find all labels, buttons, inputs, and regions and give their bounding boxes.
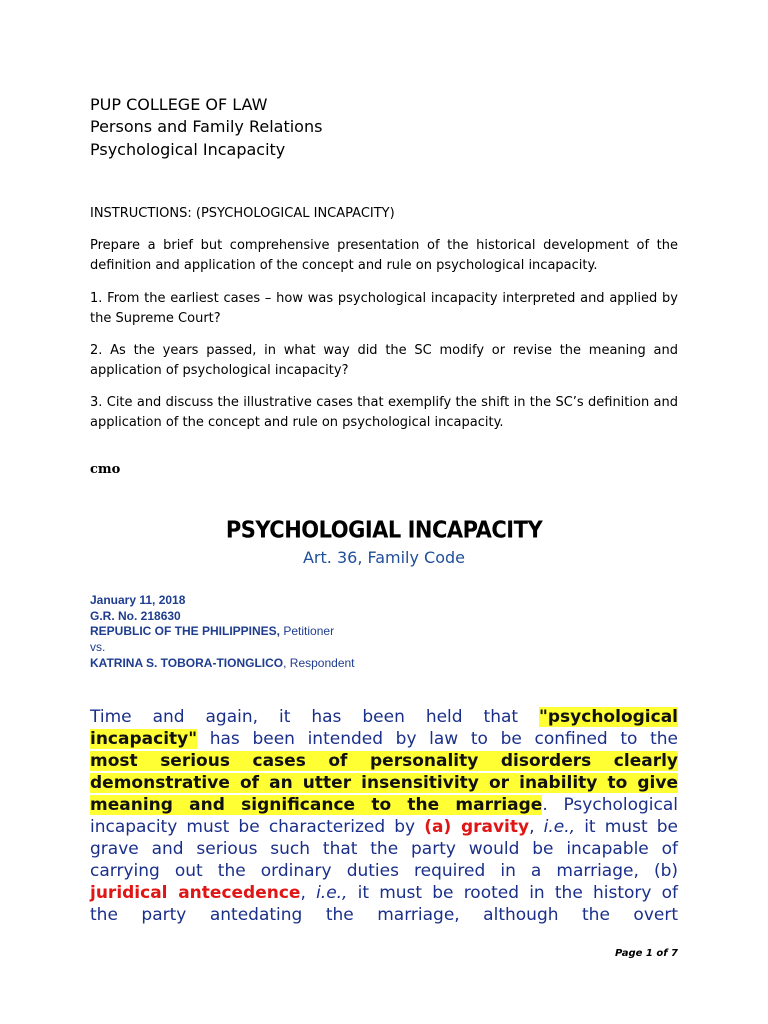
text-run: Time and again, it has been held that <box>90 707 540 727</box>
text-run: , <box>529 817 544 837</box>
question-2: 2. As the years passed, in what way did the SC modify or revise the meaning and application of psychological incapacity? <box>90 343 678 378</box>
case-petitioner <box>90 623 334 639</box>
ruling-line <box>90 772 678 794</box>
author-initials: cmo <box>90 462 121 477</box>
italic-text: i.e., <box>316 883 348 903</box>
question-1: 1. From the earliest cases – how was psychological incapacity interpreted and applied by the Supreme Court? <box>90 291 678 326</box>
case-date: January 11, 2018 <box>90 593 186 607</box>
case-respondent <box>90 655 355 671</box>
ruling-line <box>90 816 678 838</box>
text-run: grave and serious such that the party would be incapable of <box>90 839 678 859</box>
ruling-line <box>90 838 678 860</box>
ruling-paragraph <box>90 706 678 926</box>
highlighted-text: meaning and significance to the marriage <box>90 795 543 815</box>
respondent-role: , Respondent <box>283 656 355 670</box>
instructions-heading: INSTRUCTIONS: (PSYCHOLOGICAL INCAPACITY) <box>90 206 395 221</box>
case-gr-number: G.R. No. 218630 <box>90 609 181 623</box>
italic-text: i.e., <box>543 817 576 837</box>
text-run: carrying out the ordinary duties required in a marriage, (b) <box>90 861 678 881</box>
section-title: PSYCHOLOGIAL INCAPACITY <box>225 517 543 543</box>
text-run: . Psychological <box>542 795 679 815</box>
petitioner-role: Petitioner <box>280 624 335 638</box>
school-name: PUP COLLEGE OF LAW <box>90 95 268 114</box>
text-run: it must be rooted in the history of <box>347 883 679 903</box>
highlighted-text: demonstrative of an utter insensitivity or inability to give <box>90 773 678 793</box>
ruling-line <box>90 750 678 772</box>
section-subtitle: Art. 36, Family Code <box>302 548 466 567</box>
course-name: Persons and Family Relations <box>90 117 323 136</box>
emphasis-text: (a) gravity <box>424 817 530 837</box>
ruling-line <box>90 728 678 750</box>
text-run: incapacity must be characterized by <box>90 817 425 837</box>
question-3: 3. Cite and discuss the illustrative cases that exemplify the shift in the SC’s definition and application of the concept and rule on psychological incapacity. <box>90 395 678 430</box>
emphasis-text: juridical antecedence <box>90 883 301 903</box>
ruling-line <box>90 882 678 904</box>
highlighted-text: incapacity" <box>90 729 198 749</box>
ruling-line <box>90 860 678 882</box>
instructions-intro: Prepare a brief but comprehensive presentation of the historical development of the definition and application of the concept and rule on psychological incapacity. <box>90 238 678 273</box>
petitioner-name: REPUBLIC OF THE PHILIPPINES, <box>90 624 281 638</box>
highlighted-text: "psychological <box>539 707 678 727</box>
topic-name: Psychological Incapacity <box>90 140 286 159</box>
ruling-line <box>90 904 678 926</box>
text-run: the party antedating the marriage, although the overt <box>90 905 678 925</box>
highlighted-text: most serious cases of personality disorders clearly <box>90 751 678 771</box>
case-versus: vs. <box>90 640 106 654</box>
text-run: has been intended by law to be confined to the <box>197 729 678 749</box>
page-number: Page 1 of 7 <box>615 948 678 959</box>
ruling-line <box>90 794 678 816</box>
respondent-name: KATRINA S. TOBORA-TIONGLICO <box>90 656 284 670</box>
text-run: , <box>300 883 317 903</box>
text-run: it must be <box>575 817 679 837</box>
ruling-line <box>90 706 678 728</box>
